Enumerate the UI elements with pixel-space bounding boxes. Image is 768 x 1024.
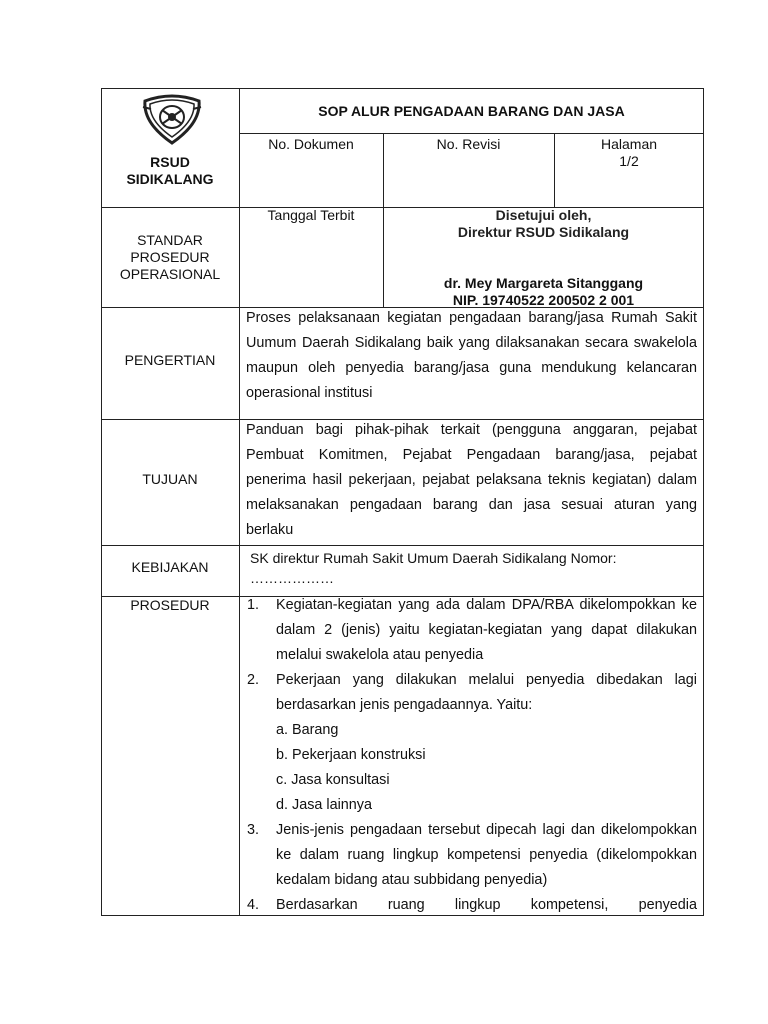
hospital-logo [141, 93, 203, 145]
tujuan-text: Panduan bagi pihak-pihak terkait (pengguna anggaran, pejabat Pembuat Komitmen, Pejabat Pengadaan barang/jasa, pejabat penerima hasil pekerjaan, pejabat pelaksana teknis kegiatan) dalam melaksanakan pengadaan barang dan jasa sesuai aturan yang berlaku [246, 422, 697, 538]
halaman-value: 1/2 [619, 153, 639, 169]
director-block [383, 275, 704, 309]
prosedur-item-1-text: Kegiatan-kegiatan yang ada dalam DPA/RBA dikelompokkan ke dalam 2 (jenis) yaitu kegiatan-kegiatan yang dapat dilakukan melalui swakelola atau penyedia [276, 597, 697, 663]
director-name: dr. Mey Margareta Sitanggang [443, 275, 644, 291]
border-left [101, 88, 102, 916]
no-dokumen-label: No. Dokumen [268, 136, 354, 152]
tujuan-label: TUJUAN [142, 471, 198, 487]
border-top [101, 88, 704, 89]
prosedur-sub-a [241, 718, 697, 743]
prosedur-sub-a-text: a. Barang [276, 722, 339, 738]
prosedur-sub-d [241, 793, 697, 818]
prosedur-item-1 [241, 593, 697, 668]
row-line-tujuan [101, 545, 704, 546]
sop-line2: PROSEDUR [130, 249, 210, 265]
kebijakan-line1: SK direktur Rumah Sakit Umum Daerah Sidikalang Nomor: [250, 550, 617, 566]
prosedur-item-4-text: Berdasarkan ruang lingkup kompetensi, penyedia [276, 897, 697, 913]
kebijakan-label: KEBIJAKAN [131, 559, 209, 575]
pengertian-text: Proses pelaksanaan kegiatan pengadaan barang/jasa Rumah Sakit Uumum Daerah Sidikalang baik yang dilaksanakan secara swakelola maupun oleh penyedia barang/jasa guna mendukung kelancaran operasional institusi [246, 310, 697, 401]
approval-block [383, 207, 704, 241]
halaman-label: Halaman [600, 136, 658, 152]
org-line2: SIDIKALANG [126, 171, 214, 187]
prosedur-item-1-number: 1. [247, 597, 260, 613]
org-line1: RSUD [150, 154, 190, 170]
approved-title: Direktur RSUD Sidikalang [457, 224, 630, 240]
prosedur-item-3-number: 3. [247, 822, 260, 838]
org-name [101, 154, 239, 188]
prosedur-sub-d-text: d. Jasa lainnya [276, 797, 372, 813]
prosedur-sub-c-text: c. Jasa konsultasi [276, 772, 390, 788]
sop-document [101, 88, 704, 916]
sop-label [101, 232, 239, 283]
prosedur-label: PROSEDUR [130, 597, 210, 613]
kebijakan-line2: ……………… [250, 570, 334, 586]
prosedur-list [241, 593, 697, 918]
tanggal-terbit-label: Tanggal Terbit [267, 207, 355, 223]
prosedur-item-4-number: 4. [247, 897, 260, 913]
sop-line1: STANDAR [137, 232, 203, 248]
row-line-title [239, 133, 704, 134]
document-title: SOP ALUR PENGADAAN BARANG DAN JASA [318, 103, 625, 119]
prosedur-item-2-text: Pekerjaan yang dilakukan melalui penyedia dibedakan lagi berdasarkan jenis pengadaannya. Yaitu: [276, 672, 697, 713]
prosedur-item-3-text: Jenis-jenis pengadaan tersebut dipecah lagi dan dikelompokkan ke dalam ruang lingkup kompetensi penyedia (dikelompokkan kedalam bidang atau subbidang penyedia) [276, 822, 697, 888]
no-revisi-label: No. Revisi [436, 136, 501, 152]
prosedur-sub-b-text: b. Pekerjaan konstruksi [276, 747, 426, 763]
halaman-cell [554, 136, 704, 170]
sop-line3: OPERASIONAL [119, 266, 221, 282]
pengertian-label: PENGERTIAN [124, 352, 216, 368]
prosedur-item-2 [241, 668, 697, 718]
prosedur-item-3 [241, 818, 697, 893]
prosedur-sub-c [241, 768, 697, 793]
prosedur-sub-b [241, 743, 697, 768]
director-nip: NIP. 19740522 200502 2 001 [452, 292, 635, 308]
kebijakan-text [250, 548, 700, 588]
prosedur-item-4 [241, 893, 697, 918]
prosedur-item-2-number: 2. [247, 672, 260, 688]
approved-by: Disetujui oleh, [495, 207, 592, 223]
